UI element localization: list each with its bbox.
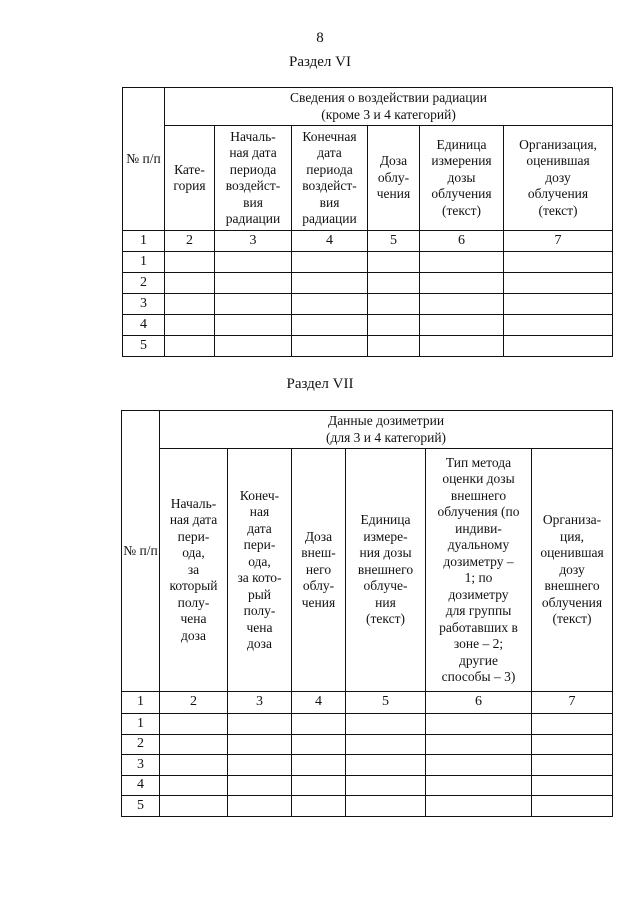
column-number: 4 xyxy=(292,231,368,252)
empty-cell xyxy=(420,273,504,294)
row-number: 4 xyxy=(122,775,160,796)
empty-cell xyxy=(532,775,613,796)
row-number: 4 xyxy=(123,315,165,336)
empty-cell xyxy=(160,775,228,796)
empty-cell xyxy=(215,336,292,357)
column-header-4: Доза внеш- него облу- чения xyxy=(292,449,346,692)
column-number: 1 xyxy=(122,692,160,714)
empty-cell xyxy=(160,714,228,735)
table-row xyxy=(122,775,613,796)
column-number: 5 xyxy=(368,231,420,252)
table-row xyxy=(123,315,613,336)
empty-cell xyxy=(368,273,420,294)
empty-cell xyxy=(368,315,420,336)
empty-cell xyxy=(532,796,613,817)
empty-cell xyxy=(165,336,215,357)
empty-cell xyxy=(215,252,292,273)
empty-cell xyxy=(532,714,613,735)
empty-cell xyxy=(215,273,292,294)
column-header-7: Организация, оценившая дозу облучения (текст) xyxy=(504,126,613,231)
empty-cell xyxy=(368,336,420,357)
group-header-title: Данные дозиметрии xyxy=(327,413,445,428)
empty-cell xyxy=(368,294,420,315)
group-header-title: Сведения о воздействии радиации xyxy=(290,90,487,105)
table-row xyxy=(122,755,613,776)
empty-cell xyxy=(228,755,292,776)
row-number: 1 xyxy=(122,714,160,735)
empty-cell xyxy=(165,273,215,294)
column-header-3: Конеч- ная дата пери- ода, за кото- рый полу- чена доза xyxy=(228,449,292,692)
empty-cell xyxy=(228,775,292,796)
empty-cell xyxy=(215,294,292,315)
empty-cell xyxy=(504,252,613,273)
column-number: 2 xyxy=(160,692,228,714)
empty-cell xyxy=(420,315,504,336)
row-number: 5 xyxy=(123,336,165,357)
table-row xyxy=(123,336,613,357)
page-number: 8 xyxy=(316,30,324,46)
column-header-6: Единица измерения дозы облучения (текст) xyxy=(420,126,504,231)
column-number: 3 xyxy=(228,692,292,714)
column-number: 2 xyxy=(165,231,215,252)
section-7-title: Раздел VII xyxy=(286,376,354,392)
row-number: 3 xyxy=(122,755,160,776)
empty-cell xyxy=(228,714,292,735)
empty-cell xyxy=(292,336,368,357)
column-number: 6 xyxy=(426,692,532,714)
empty-cell xyxy=(420,336,504,357)
table-row xyxy=(122,714,613,735)
empty-cell xyxy=(532,755,613,776)
column-header-4: Конечная дата периода воздейст- вия радиации xyxy=(292,126,368,231)
group-header-subtitle: (кроме 3 и 4 категорий) xyxy=(321,106,456,122)
empty-cell xyxy=(426,734,532,755)
empty-cell xyxy=(346,755,426,776)
empty-cell xyxy=(368,252,420,273)
empty-cell xyxy=(292,315,368,336)
empty-cell xyxy=(292,252,368,273)
row-number-header: № п/п xyxy=(122,411,160,692)
empty-cell xyxy=(346,796,426,817)
column-header-7: Организа- ция, оценившая дозу внешнего облучения (текст) xyxy=(532,449,613,692)
row-number: 2 xyxy=(123,273,165,294)
column-number: 4 xyxy=(292,692,346,714)
empty-cell xyxy=(292,734,346,755)
empty-cell xyxy=(426,775,532,796)
radiation-exposure-table xyxy=(122,87,613,357)
empty-cell xyxy=(504,315,613,336)
column-header-6: Тип метода оценки дозы внешнего облучения (по индиви- дуальному дозиметру – 1; по дозиметру для группы работавших в зоне – 2; другие способы – 3) xyxy=(426,449,532,692)
section-6-title: Раздел VI xyxy=(288,54,351,70)
empty-cell xyxy=(165,252,215,273)
group-header xyxy=(165,88,613,126)
empty-cell xyxy=(420,252,504,273)
empty-cell xyxy=(532,734,613,755)
empty-cell xyxy=(426,755,532,776)
empty-cell xyxy=(420,294,504,315)
column-header-2: Кате- гория xyxy=(165,126,215,231)
row-number: 2 xyxy=(122,734,160,755)
empty-cell xyxy=(346,714,426,735)
empty-cell xyxy=(426,796,532,817)
empty-cell xyxy=(160,796,228,817)
empty-cell xyxy=(504,294,613,315)
empty-cell xyxy=(165,294,215,315)
column-number: 5 xyxy=(346,692,426,714)
empty-cell xyxy=(292,755,346,776)
empty-cell xyxy=(504,273,613,294)
empty-cell xyxy=(504,336,613,357)
table-row xyxy=(123,273,613,294)
empty-cell xyxy=(346,775,426,796)
column-number: 3 xyxy=(215,231,292,252)
empty-cell xyxy=(160,755,228,776)
column-header-2: Началь- ная дата пери- ода, за который полу- чена доза xyxy=(160,449,228,692)
column-header-3: Началь- ная дата периода воздейст- вия радиации xyxy=(215,126,292,231)
column-header-5: Доза облу- чения xyxy=(368,126,420,231)
empty-cell xyxy=(292,714,346,735)
empty-cell xyxy=(228,796,292,817)
empty-cell xyxy=(292,796,346,817)
table-row xyxy=(123,294,613,315)
empty-cell xyxy=(292,273,368,294)
dosimetry-table xyxy=(121,410,613,817)
column-number: 6 xyxy=(420,231,504,252)
column-number: 1 xyxy=(123,231,165,252)
empty-cell xyxy=(292,775,346,796)
row-number: 5 xyxy=(122,796,160,817)
table-row xyxy=(123,252,613,273)
column-number: 7 xyxy=(532,692,613,714)
empty-cell xyxy=(215,315,292,336)
empty-cell xyxy=(160,734,228,755)
empty-cell xyxy=(426,714,532,735)
empty-cell xyxy=(228,734,292,755)
table-row xyxy=(122,796,613,817)
empty-cell xyxy=(165,315,215,336)
row-number: 1 xyxy=(123,252,165,273)
column-header-5: Единица измере- ния дозы внешнего облуче- ния (текст) xyxy=(346,449,426,692)
row-number-header: № п/п xyxy=(123,88,165,231)
group-header xyxy=(160,411,613,449)
column-number: 7 xyxy=(504,231,613,252)
empty-cell xyxy=(346,734,426,755)
group-header-subtitle: (для 3 и 4 категорий) xyxy=(325,429,447,445)
empty-cell xyxy=(292,294,368,315)
table-row xyxy=(122,734,613,755)
row-number: 3 xyxy=(123,294,165,315)
